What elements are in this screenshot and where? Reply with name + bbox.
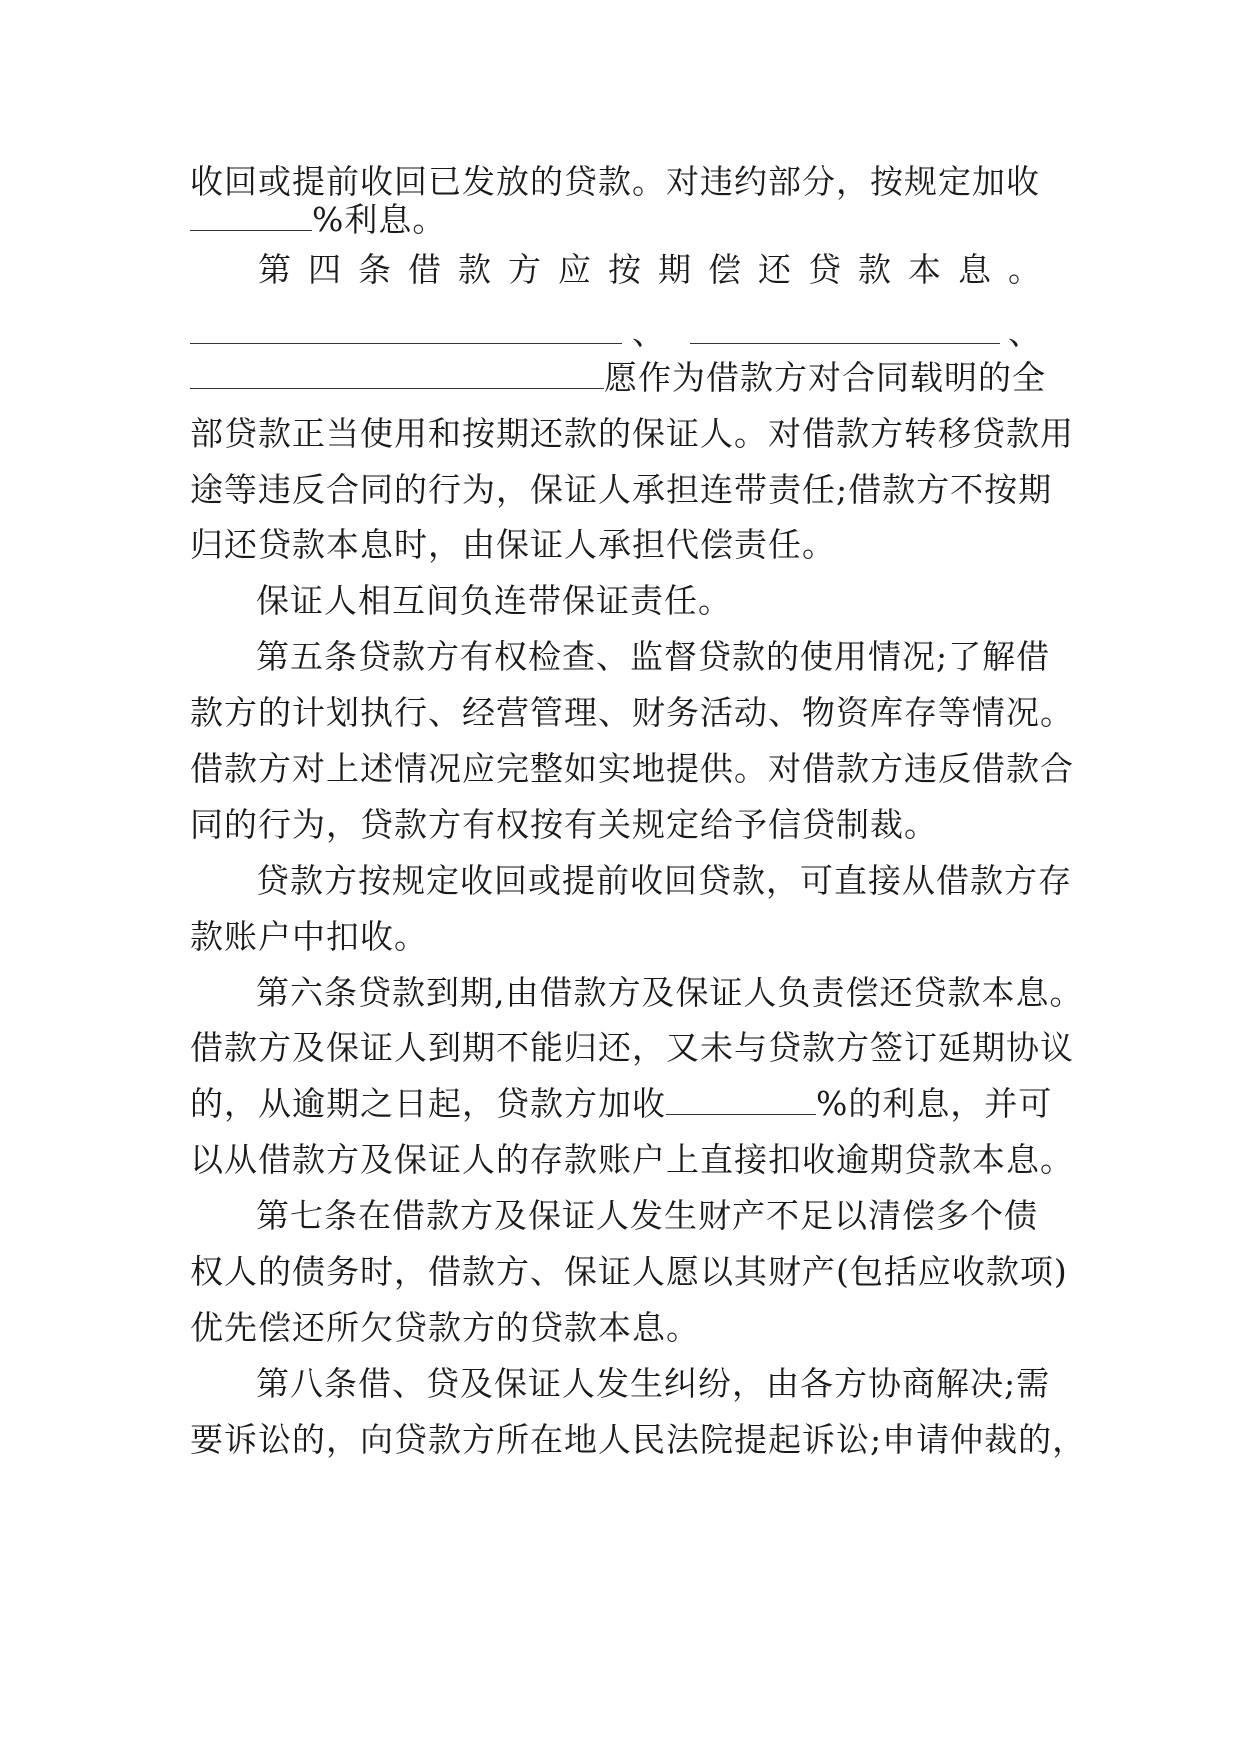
text-line: 归还贷款本息时，由保证人承担代偿责任。 (190, 525, 836, 564)
text-fragment: 愿作为借款方对合同载明的全 (604, 358, 1046, 397)
text-line (190, 313, 1060, 353)
article-6-heading: 第六条贷款到期,由借款方及保证人负责偿还贷款本息。 (256, 973, 1084, 1012)
fill-in-blank[interactable] (190, 313, 622, 344)
text-line: 要诉讼的，向贷款方所在地人民法院提起诉讼;申请仲裁的， (190, 1420, 1087, 1459)
text-line: 途等违反合同的行为，保证人承担连带责任;借款方不按期 (190, 470, 1053, 509)
fill-in-blank[interactable] (190, 200, 312, 231)
text-line: 款账户中扣收。 (190, 917, 428, 956)
text-line: 同的行为，贷款方有权按有关规定给予信贷制裁。 (190, 805, 938, 844)
article-4-heading: 第四条借款方应按期偿还贷款本息。 (258, 250, 1058, 289)
fill-in-blank[interactable] (690, 313, 1000, 344)
text-line (190, 1084, 1060, 1124)
text-line: 优先偿还所欠贷款方的贷款本息。 (190, 1308, 700, 1347)
text-fragment: %利息。 (312, 200, 447, 239)
fill-in-blank[interactable] (666, 1084, 816, 1115)
text-line (190, 358, 1060, 398)
text-line: 收回或提前收回已发放的贷款。对违约部分，按规定加收 (190, 162, 1040, 201)
text-fragment: 的，从逾期之日起，贷款方加收 (190, 1084, 666, 1123)
fill-in-blank[interactable] (190, 358, 604, 389)
text-line: 权人的债务时，借款方、保证人愿以其财产(包括应收款项) (190, 1252, 1068, 1291)
text-line (190, 200, 1060, 240)
text-line: 借款方对上述情况应完整如实地提供。对借款方违反借款合 (190, 749, 1074, 788)
paragraph-start: 贷款方按规定收回或提前收回贷款，可直接从借款方存 (256, 861, 1072, 900)
article-7-heading: 第七条在借款方及保证人发生财产不足以清偿多个债 (256, 1196, 1038, 1235)
article-8-heading: 第八条借、贷及保证人发生纠纷，由各方协商解决;需 (256, 1364, 1051, 1403)
paragraph-start: 保证人相互间负连带保证责任。 (256, 581, 732, 620)
text-fragment: 、 (632, 313, 666, 352)
text-line: 借款方及保证人到期不能归还，又未与贷款方签订延期协议 (190, 1028, 1074, 1067)
text-fragment: %的利息，并可 (816, 1084, 1053, 1123)
article-5-heading: 第五条贷款方有权检查、监督贷款的使用情况;了解借 (256, 637, 1051, 676)
text-line: 以从借款方及保证人的存款账户上直接扣收逾期贷款本息。 (190, 1140, 1074, 1179)
text-line: 部贷款正当使用和按期还款的保证人。对借款方转移贷款用 (190, 414, 1074, 453)
text-fragment: 、 (1008, 313, 1042, 352)
text-line: 款方的计划执行、经营管理、财务活动、物资库存等情况。 (190, 693, 1074, 732)
